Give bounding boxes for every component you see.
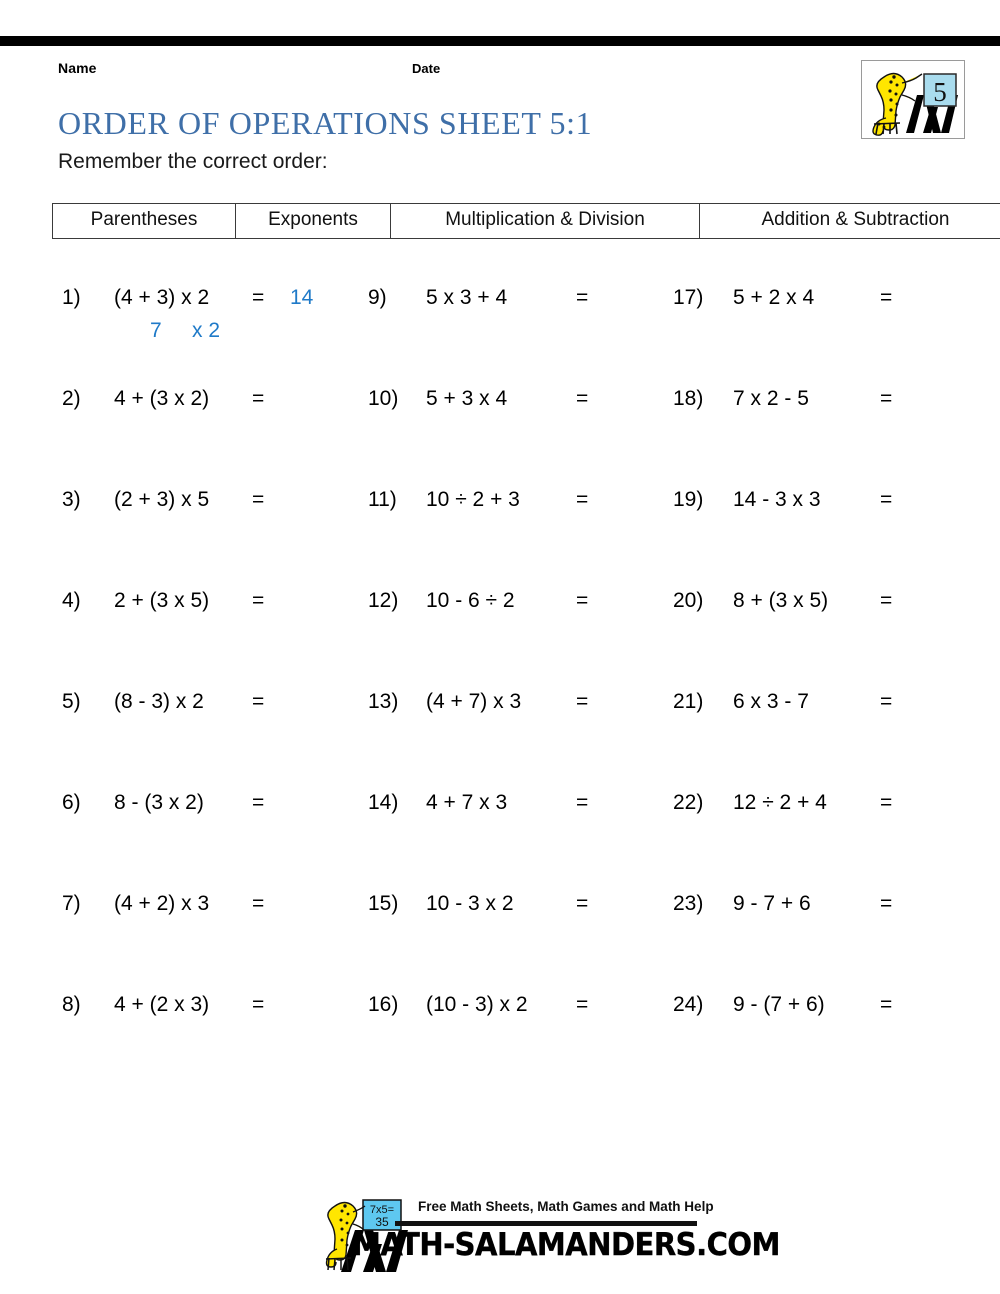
equals-sign: = [576,488,589,511]
question-number: 6) [62,791,81,814]
board-text-bottom: 35 [375,1215,389,1229]
question-expression: 10 ÷ 2 + 3 [426,488,520,511]
question-item [673,286,973,387]
question-number: 15) [368,892,399,915]
question-number: 21) [673,690,704,713]
question-expression: (8 - 3) x 2 [114,690,204,713]
question-number: 19) [673,488,704,511]
question-number: 13) [368,690,399,713]
equals-sign: = [880,791,893,814]
question-item [673,791,973,892]
question-expression: 14 - 3 x 3 [733,488,821,511]
equals-sign: = [252,488,265,511]
footer-tagline: Free Math Sheets, Math Games and Math Help [418,1199,714,1214]
question-number: 11) [368,488,397,511]
question-number: 10) [368,387,399,410]
question-item [368,690,668,791]
question-expression: 10 - 3 x 2 [426,892,514,915]
question-number: 8) [62,993,81,1016]
salamander-grade-5-icon [862,61,964,138]
question-number: 7) [62,892,81,915]
question-item [368,589,668,690]
equals-sign: = [252,791,265,814]
question-expression: 6 x 3 - 7 [733,690,809,713]
question-item [62,488,382,589]
equals-sign: = [576,791,589,814]
equals-sign: = [576,892,589,915]
question-expression: 9 - 7 + 6 [733,892,811,915]
question-expression: 5 x 3 + 4 [426,286,508,309]
equals-sign: = [252,286,265,309]
question-number: 2) [62,387,81,410]
question-number: 12) [368,589,399,612]
order-cell-exponents: Exponents [236,204,391,239]
question-item [62,892,382,993]
order-cell-parentheses: Parentheses [53,204,236,239]
question-expression: 7 x 2 - 5 [733,387,809,410]
name-label: Name [58,60,97,76]
equals-sign: = [880,488,893,511]
question-expression: 12 ÷ 2 + 4 [733,791,827,814]
question-number: 17) [673,286,704,309]
question-number: 4) [62,589,81,612]
equals-sign: = [252,589,265,612]
question-item [673,993,973,1094]
equals-sign: = [576,589,589,612]
order-of-operations-table [52,203,1000,239]
question-column-3 [673,286,973,1094]
question-number: 3) [62,488,81,511]
question-number: 5) [62,690,81,713]
question-item [673,387,973,488]
working-step-left: 7 [150,319,162,342]
equals-sign: = [576,286,589,309]
question-expression: (4 + 3) x 2 [114,286,210,309]
question-column-1 [62,286,382,1094]
header-rule [0,36,1000,46]
equals-sign: = [880,993,893,1016]
equals-sign: = [252,690,265,713]
page-title: ORDER OF OPERATIONS SHEET 5:1 [58,105,593,141]
question-number: 14) [368,791,399,814]
grade-badge [861,60,965,139]
question-item [368,791,668,892]
question-expression: 4 + (3 x 2) [114,387,210,410]
question-expression: (4 + 7) x 3 [426,690,522,713]
order-cell-multiplication-division: Multiplication & Division [391,204,700,239]
svg-text:5: 5 [933,77,947,107]
question-item [62,589,382,690]
equals-sign: = [880,387,893,410]
question-item [62,286,382,387]
question-item [673,690,973,791]
question-item [62,993,382,1094]
question-item [62,387,382,488]
question-number: 24) [673,993,704,1016]
working-step-right: x 2 [192,319,221,342]
equals-sign: = [880,589,893,612]
table-row [53,204,1000,239]
question-item [673,892,973,993]
question-number: 20) [673,589,704,612]
equals-sign: = [576,387,589,410]
question-item [368,488,668,589]
footer-domain[interactable]: MATH-SALAMANDERS.COM [352,1226,780,1263]
question-item [673,488,973,589]
question-item [368,286,668,387]
question-number: 22) [673,791,704,814]
question-number: 23) [673,892,704,915]
footer [0,1190,1000,1280]
question-expression: (4 + 2) x 3 [114,892,210,915]
question-number: 9) [368,286,387,309]
date-label: Date [412,61,441,76]
question-item [368,993,668,1094]
question-expression: 4 + (2 x 3) [114,993,210,1016]
board-text-top: 7x5= [369,1204,395,1216]
question-number: 1) [62,286,81,309]
order-cell-addition-subtraction: Addition & Subtraction [700,204,1000,239]
question-expression: 4 + 7 x 3 [426,791,508,814]
question-expression: 9 - (7 + 6) [733,993,825,1016]
question-number: 18) [673,387,704,410]
question-column-2 [368,286,668,1094]
equals-sign: = [880,286,893,309]
question-expression: 5 + 3 x 4 [426,387,508,410]
equals-sign: = [252,892,265,915]
equals-sign: = [880,690,893,713]
page-subtitle: Remember the correct order: [58,150,328,173]
question-item [368,892,668,993]
question-number: 16) [368,993,399,1016]
equals-sign: = [252,993,265,1016]
answer-field[interactable]: 14 [290,286,314,309]
question-expression: 10 - 6 ÷ 2 [426,589,515,612]
question-item [673,589,973,690]
equals-sign: = [576,993,589,1016]
question-expression: 8 + (3 x 5) [733,589,829,612]
question-item [62,690,382,791]
equals-sign: = [576,690,589,713]
question-expression: (2 + 3) x 5 [114,488,210,511]
equals-sign: = [880,892,893,915]
question-item [62,791,382,892]
question-expression: (10 - 3) x 2 [426,993,528,1016]
equals-sign: = [252,387,265,410]
question-expression: 5 + 2 x 4 [733,286,815,309]
question-item [368,387,668,488]
question-expression: 2 + (3 x 5) [114,589,210,612]
question-expression: 8 - (3 x 2) [114,791,204,814]
